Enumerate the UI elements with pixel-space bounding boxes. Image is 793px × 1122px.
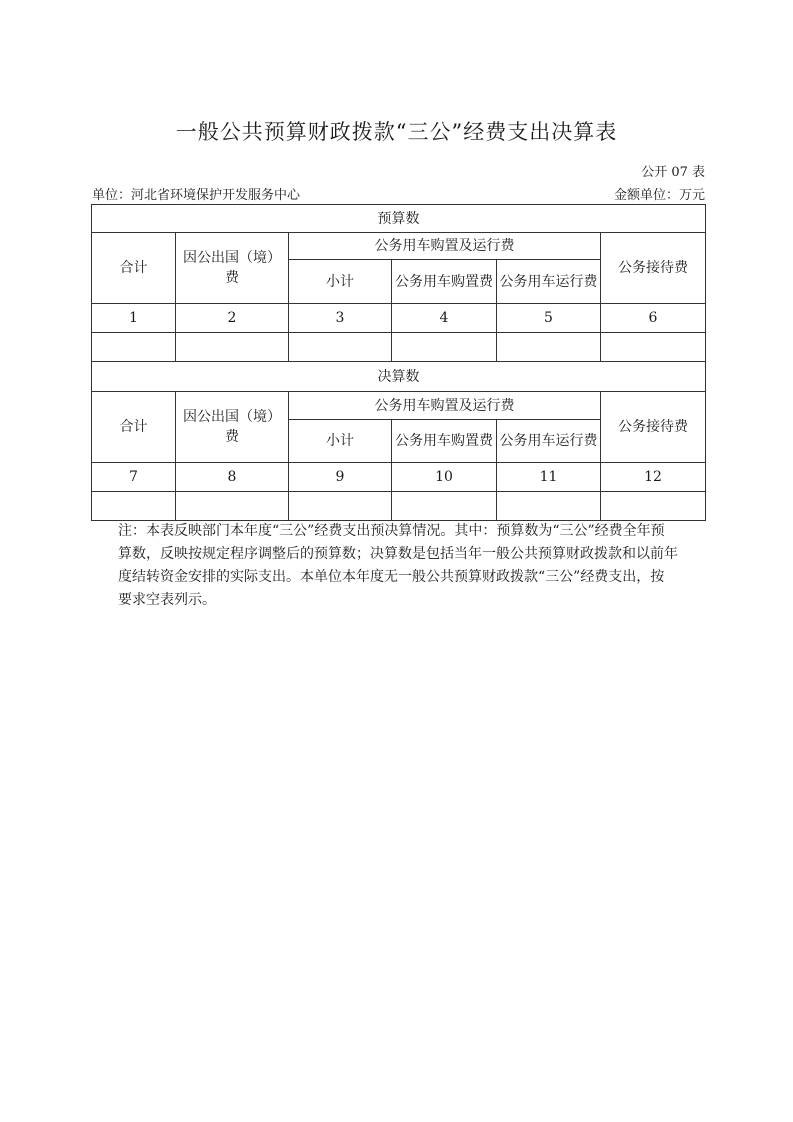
header-vehicle-operation: 公务用车运行费 (497, 260, 601, 304)
header-vehicle-operation: 公务用车运行费 (497, 420, 601, 463)
data-cell (289, 333, 392, 362)
column-number: 8 (176, 463, 289, 492)
final-data-row (92, 492, 706, 521)
data-cell (92, 333, 176, 362)
header-vehicle-group: 公务用车购置及运行费 (289, 233, 601, 260)
column-number: 10 (392, 463, 497, 492)
header-vehicle-purchase: 公务用车购置费 (392, 260, 497, 304)
data-cell (392, 333, 497, 362)
column-number: 3 (289, 304, 392, 333)
column-number: 12 (601, 463, 706, 492)
form-number: 公开 07 表 (641, 165, 705, 180)
budget-data-row (92, 333, 706, 362)
column-number: 5 (497, 304, 601, 333)
column-number: 11 (497, 463, 601, 492)
data-cell (601, 492, 706, 521)
column-number: 1 (92, 304, 176, 333)
column-number: 9 (289, 463, 392, 492)
data-cell (497, 492, 601, 521)
data-cell (176, 492, 289, 521)
header-subtotal: 小计 (289, 260, 392, 304)
header-total: 合计 (92, 233, 176, 304)
page-title: 一般公共预算财政拨款“三公”经费支出决算表 (175, 120, 618, 144)
header-subtotal: 小计 (289, 420, 392, 463)
header-vehicle-purchase: 公务用车购置费 (392, 420, 497, 463)
column-number: 4 (392, 304, 497, 333)
column-number: 2 (176, 304, 289, 333)
header-abroad: 因公出国（境）费 (176, 233, 289, 304)
data-cell (176, 333, 289, 362)
data-cell (92, 492, 176, 521)
header-reception: 公务接待费 (601, 392, 706, 463)
header-vehicle-group: 公务用车购置及运行费 (289, 392, 601, 420)
column-number: 7 (92, 463, 176, 492)
final-section-heading: 决算数 (92, 362, 706, 392)
header-reception: 公务接待费 (601, 233, 706, 304)
header-total: 合计 (92, 392, 176, 463)
money-unit: 金额单位：万元 (613, 188, 705, 203)
three-public-expense-table (91, 204, 706, 521)
budget-section-heading: 预算数 (92, 205, 706, 233)
data-cell (392, 492, 497, 521)
data-cell (601, 333, 706, 362)
header-abroad: 因公出国（境）费 (176, 392, 289, 463)
table-note: 注：本表反映部门本年度“三公”经费支出预决算情况。其中：预算数为“三公”经费全年预算数，反映按规定程序调整后的预算数；决算数是包括当年一般公共预算财政拨款和以前年度结转资金安排的实际支出。本单位本年度无一般公共预算财政拨款“三公”经费支出，按要求空表列示。 (118, 523, 678, 608)
data-cell (497, 333, 601, 362)
column-number: 6 (601, 304, 706, 333)
reporting-unit: 单位：河北省环境保护开发服务中心 (92, 188, 301, 203)
data-cell (289, 492, 392, 521)
